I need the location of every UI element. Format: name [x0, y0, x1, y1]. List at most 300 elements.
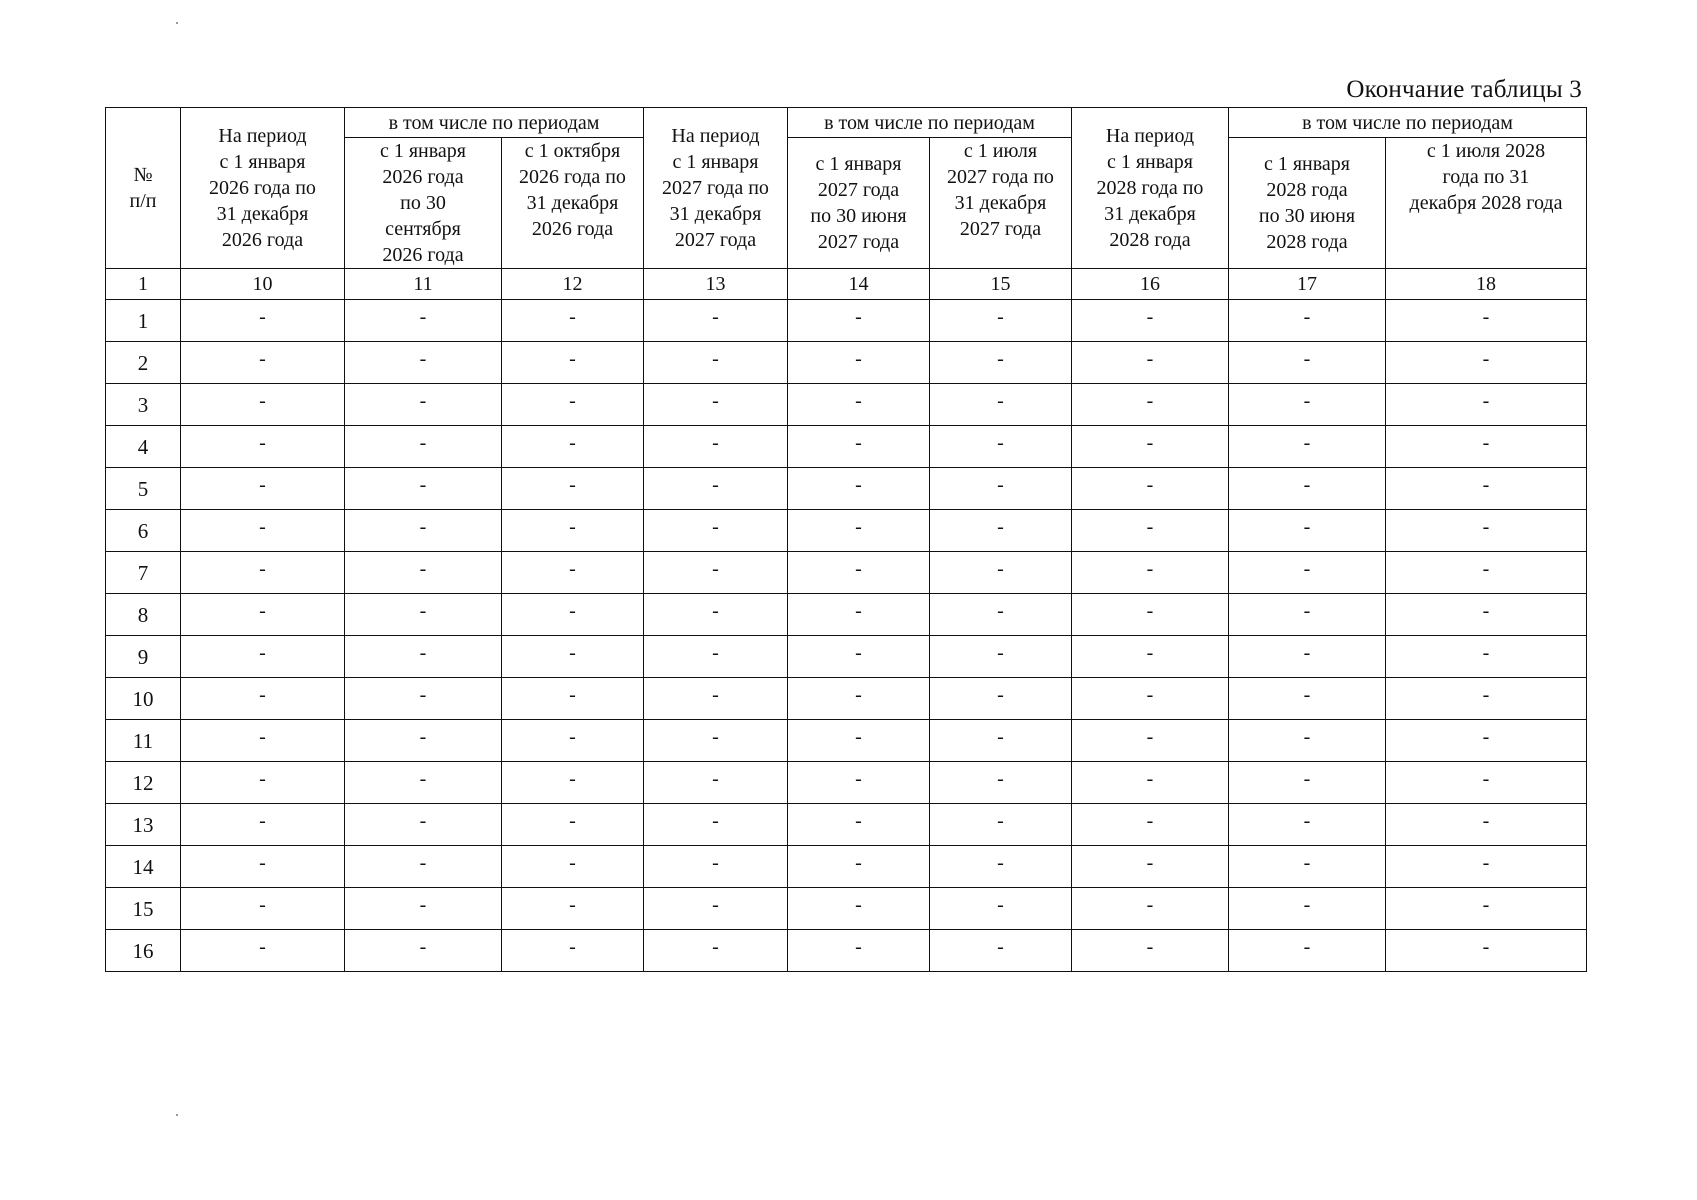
value-cell	[345, 762, 502, 804]
cell-value: -	[1146, 516, 1154, 538]
cell-value: -	[1146, 600, 1154, 622]
cell-value: -	[419, 474, 427, 496]
cell-value: -	[855, 558, 862, 580]
value-cell	[181, 510, 345, 552]
table-row	[106, 762, 1587, 804]
cell-value: -	[1303, 936, 1311, 958]
cell-value: -	[855, 642, 862, 664]
value-cell	[1229, 888, 1386, 930]
row-number-cell: 13	[106, 804, 181, 846]
value-cell	[644, 930, 788, 972]
header-period-2026: На период с 1 января 2026 года по 31 декабря 2026 года	[181, 108, 345, 269]
cell-value: -	[712, 432, 719, 454]
row-number-cell: 8	[106, 594, 181, 636]
value-cell	[345, 888, 502, 930]
table-row	[106, 636, 1587, 678]
value-cell	[788, 594, 930, 636]
cell-value: -	[259, 684, 266, 706]
value-cell	[1229, 804, 1386, 846]
cell-value: -	[712, 684, 719, 706]
cell-value: -	[1482, 726, 1490, 748]
scan-speck	[176, 1114, 178, 1116]
cell-value: -	[855, 306, 862, 328]
cell-value: -	[259, 810, 266, 832]
value-cell	[1229, 636, 1386, 678]
cell-value: -	[712, 936, 719, 958]
value-cell	[1386, 846, 1587, 888]
cell-value: -	[259, 852, 266, 874]
cell-value: -	[712, 348, 719, 370]
cell-value: -	[419, 894, 427, 916]
cell-value: -	[1482, 642, 1490, 664]
cell-value: -	[569, 894, 576, 916]
header-2026-oct-dec: с 1 октября 2026 года по 31 декабря 2026 года	[502, 138, 644, 269]
table-row	[106, 342, 1587, 384]
cell-value: -	[569, 642, 576, 664]
value-cell	[181, 300, 345, 342]
cell-value: -	[1482, 558, 1490, 580]
cell-value: -	[1146, 390, 1154, 412]
value-cell	[1229, 720, 1386, 762]
column-number: 18	[1386, 269, 1587, 300]
value-cell	[788, 930, 930, 972]
value-cell	[644, 888, 788, 930]
value-cell	[788, 468, 930, 510]
cell-value: -	[259, 894, 266, 916]
table-row	[106, 678, 1587, 720]
value-cell	[930, 384, 1072, 426]
value-cell	[502, 720, 644, 762]
value-cell	[345, 342, 502, 384]
row-number-cell: 1	[106, 300, 181, 342]
value-cell	[644, 300, 788, 342]
value-cell	[644, 636, 788, 678]
value-cell	[644, 426, 788, 468]
value-cell	[930, 300, 1072, 342]
cell-value: -	[419, 810, 427, 832]
cell-value: -	[569, 432, 576, 454]
table-body	[106, 300, 1587, 972]
column-number: 14	[788, 269, 930, 300]
value-cell	[930, 846, 1072, 888]
cell-value: -	[997, 684, 1004, 706]
cell-value: -	[855, 600, 862, 622]
cell-value: -	[259, 726, 266, 748]
cell-value: -	[1482, 852, 1490, 874]
row-number-cell: 11	[106, 720, 181, 762]
value-cell	[930, 804, 1072, 846]
table-row	[106, 720, 1587, 762]
cell-value: -	[1303, 432, 1311, 454]
value-cell	[930, 678, 1072, 720]
cell-value: -	[712, 894, 719, 916]
value-cell	[181, 930, 345, 972]
value-cell	[181, 636, 345, 678]
cell-value: -	[259, 936, 266, 958]
cell-value: -	[419, 684, 427, 706]
value-cell	[788, 342, 930, 384]
cell-value: -	[712, 306, 719, 328]
cell-value: -	[1482, 936, 1490, 958]
value-cell	[1072, 888, 1229, 930]
value-cell	[930, 468, 1072, 510]
cell-value: -	[855, 474, 862, 496]
value-cell	[644, 342, 788, 384]
value-cell	[788, 552, 930, 594]
value-cell	[1386, 636, 1587, 678]
value-cell	[1229, 426, 1386, 468]
periods-table	[105, 107, 1587, 972]
cell-value: -	[855, 348, 862, 370]
cell-value: -	[1303, 306, 1311, 328]
cell-value: -	[855, 768, 862, 790]
value-cell	[1229, 930, 1386, 972]
value-cell	[1072, 342, 1229, 384]
column-number: 10	[181, 269, 345, 300]
cell-value: -	[1482, 894, 1490, 916]
cell-value: -	[1482, 810, 1490, 832]
value-cell	[930, 342, 1072, 384]
value-cell	[502, 930, 644, 972]
column-number: 17	[1229, 269, 1386, 300]
cell-value: -	[419, 348, 427, 370]
value-cell	[644, 678, 788, 720]
cell-value: -	[419, 558, 427, 580]
row-number-cell: 14	[106, 846, 181, 888]
value-cell	[1386, 510, 1587, 552]
row-number-cell: 4	[106, 426, 181, 468]
cell-value: -	[855, 726, 862, 748]
value-cell	[181, 468, 345, 510]
header-period-2027: На период с 1 января 2027 года по 31 декабря 2027 года	[644, 108, 788, 269]
cell-value: -	[712, 726, 719, 748]
cell-value: -	[259, 642, 266, 664]
table-row	[106, 804, 1587, 846]
row-number-cell: 10	[106, 678, 181, 720]
cell-value: -	[569, 474, 576, 496]
cell-value: -	[997, 810, 1004, 832]
value-cell	[1072, 930, 1229, 972]
cell-value: -	[712, 852, 719, 874]
cell-value: -	[855, 852, 862, 874]
value-cell	[345, 300, 502, 342]
cell-value: -	[259, 558, 266, 580]
cell-value: -	[712, 558, 719, 580]
cell-value: -	[1146, 852, 1154, 874]
value-cell	[788, 426, 930, 468]
value-cell	[1072, 720, 1229, 762]
value-cell	[345, 510, 502, 552]
value-cell	[1072, 804, 1229, 846]
cell-value: -	[855, 810, 862, 832]
cell-value: -	[569, 558, 576, 580]
cell-value: -	[855, 936, 862, 958]
value-cell	[345, 930, 502, 972]
column-number: 16	[1072, 269, 1229, 300]
cell-value: -	[569, 306, 576, 328]
cell-value: -	[1146, 306, 1154, 328]
table-continuation-caption: Окончание таблицы 3	[1346, 76, 1582, 103]
value-cell	[181, 720, 345, 762]
cell-value: -	[1482, 516, 1490, 538]
cell-value: -	[569, 726, 576, 748]
value-cell	[502, 804, 644, 846]
cell-value: -	[419, 726, 427, 748]
value-cell	[345, 552, 502, 594]
value-cell	[644, 720, 788, 762]
value-cell	[644, 846, 788, 888]
row-number-cell: 16	[106, 930, 181, 972]
cell-value: -	[1482, 390, 1490, 412]
value-cell	[502, 762, 644, 804]
value-cell	[181, 678, 345, 720]
cell-value: -	[997, 558, 1004, 580]
header-2028-jul-dec: с 1 июля 2028 года по 31 декабря 2028 года	[1386, 138, 1587, 269]
cell-value: -	[712, 642, 719, 664]
cell-value: -	[259, 516, 266, 538]
cell-value: -	[1303, 768, 1311, 790]
value-cell	[1386, 552, 1587, 594]
value-cell	[788, 636, 930, 678]
cell-value: -	[1146, 726, 1154, 748]
value-cell	[1386, 300, 1587, 342]
value-cell	[930, 594, 1072, 636]
cell-value: -	[569, 600, 576, 622]
cell-value: -	[855, 894, 862, 916]
value-cell	[181, 594, 345, 636]
value-cell	[788, 846, 930, 888]
value-cell	[1386, 594, 1587, 636]
value-cell	[1072, 846, 1229, 888]
cell-value: -	[1146, 684, 1154, 706]
value-cell	[788, 804, 930, 846]
header-period-2028: На период с 1 января 2028 года по 31 декабря 2028 года	[1072, 108, 1229, 269]
value-cell	[1386, 720, 1587, 762]
cell-value: -	[1303, 684, 1311, 706]
column-number-row	[106, 269, 1587, 300]
cell-value: -	[855, 432, 862, 454]
value-cell	[1229, 342, 1386, 384]
value-cell	[1386, 930, 1587, 972]
value-cell	[345, 636, 502, 678]
value-cell	[502, 636, 644, 678]
value-cell	[1072, 468, 1229, 510]
value-cell	[788, 762, 930, 804]
cell-value: -	[1146, 558, 1154, 580]
cell-value: -	[997, 642, 1004, 664]
row-number-cell: 9	[106, 636, 181, 678]
value-cell	[1229, 594, 1386, 636]
row-number-cell: 5	[106, 468, 181, 510]
value-cell	[1386, 888, 1587, 930]
value-cell	[788, 720, 930, 762]
header-2027-jul-dec: с 1 июля 2027 года по 31 декабря 2027 года	[930, 138, 1072, 269]
value-cell	[345, 846, 502, 888]
cell-value: -	[1303, 600, 1311, 622]
value-cell	[930, 552, 1072, 594]
cell-value: -	[1303, 810, 1311, 832]
scan-speck	[176, 22, 178, 24]
cell-value: -	[1482, 600, 1490, 622]
value-cell	[345, 426, 502, 468]
value-cell	[181, 888, 345, 930]
table-row	[106, 888, 1587, 930]
cell-value: -	[997, 390, 1004, 412]
cell-value: -	[569, 936, 576, 958]
column-number: 11	[345, 269, 502, 300]
cell-value: -	[997, 432, 1004, 454]
cell-value: -	[259, 432, 266, 454]
cell-value: -	[259, 768, 266, 790]
value-cell	[930, 636, 1072, 678]
value-cell	[930, 426, 1072, 468]
table-row	[106, 930, 1587, 972]
cell-value: -	[1146, 348, 1154, 370]
cell-value: -	[569, 390, 576, 412]
value-cell	[1072, 762, 1229, 804]
cell-value: -	[1303, 852, 1311, 874]
cell-value: -	[569, 810, 576, 832]
value-cell	[345, 720, 502, 762]
value-cell	[644, 762, 788, 804]
cell-value: -	[419, 852, 427, 874]
cell-value: -	[1303, 516, 1311, 538]
value-cell	[181, 804, 345, 846]
value-cell	[788, 678, 930, 720]
cell-value: -	[712, 810, 719, 832]
value-cell	[502, 552, 644, 594]
value-cell	[644, 804, 788, 846]
cell-value: -	[712, 600, 719, 622]
value-cell	[644, 594, 788, 636]
cell-value: -	[259, 474, 266, 496]
value-cell	[1229, 384, 1386, 426]
value-cell	[502, 384, 644, 426]
value-cell	[181, 384, 345, 426]
cell-value: -	[1146, 432, 1154, 454]
header-group-2028: в том числе по периодам	[1229, 108, 1587, 138]
row-number-cell: 6	[106, 510, 181, 552]
cell-value: -	[997, 936, 1004, 958]
table-row	[106, 468, 1587, 510]
value-cell	[788, 888, 930, 930]
column-number: 12	[502, 269, 644, 300]
cell-value: -	[1303, 348, 1311, 370]
value-cell	[644, 468, 788, 510]
value-cell	[181, 426, 345, 468]
value-cell	[644, 510, 788, 552]
cell-value: -	[1482, 474, 1490, 496]
row-number-cell: 3	[106, 384, 181, 426]
value-cell	[345, 594, 502, 636]
value-cell	[345, 678, 502, 720]
cell-value: -	[569, 852, 576, 874]
value-cell	[1229, 678, 1386, 720]
value-cell	[1386, 426, 1587, 468]
header-group-2027: в том числе по периодам	[788, 108, 1072, 138]
cell-value: -	[1146, 474, 1154, 496]
cell-value: -	[569, 768, 576, 790]
value-cell	[1229, 468, 1386, 510]
table-row	[106, 846, 1587, 888]
cell-value: -	[855, 516, 862, 538]
value-cell	[1386, 804, 1587, 846]
cell-value: -	[855, 684, 862, 706]
value-cell	[345, 468, 502, 510]
cell-value: -	[419, 936, 427, 958]
cell-value: -	[997, 474, 1004, 496]
value-cell	[1229, 300, 1386, 342]
value-cell	[502, 300, 644, 342]
cell-value: -	[1303, 894, 1311, 916]
cell-value: -	[569, 684, 576, 706]
cell-value: -	[712, 768, 719, 790]
value-cell	[1072, 636, 1229, 678]
cell-value: -	[997, 348, 1004, 370]
cell-value: -	[1146, 894, 1154, 916]
value-cell	[930, 762, 1072, 804]
value-cell	[930, 510, 1072, 552]
cell-value: -	[259, 390, 266, 412]
cell-value: -	[1482, 306, 1490, 328]
value-cell	[1229, 846, 1386, 888]
cell-value: -	[1146, 768, 1154, 790]
cell-value: -	[1303, 642, 1311, 664]
value-cell	[788, 510, 930, 552]
value-cell	[1072, 300, 1229, 342]
value-cell	[1072, 594, 1229, 636]
value-cell	[502, 678, 644, 720]
value-cell	[502, 342, 644, 384]
cell-value: -	[419, 432, 427, 454]
value-cell	[345, 804, 502, 846]
cell-value: -	[259, 600, 266, 622]
cell-value: -	[997, 516, 1004, 538]
cell-value: -	[1303, 726, 1311, 748]
column-number: 13	[644, 269, 788, 300]
cell-value: -	[1482, 432, 1490, 454]
value-cell	[502, 468, 644, 510]
cell-value: -	[997, 768, 1004, 790]
value-cell	[502, 510, 644, 552]
value-cell	[644, 384, 788, 426]
value-cell	[1229, 552, 1386, 594]
value-cell	[1386, 384, 1587, 426]
value-cell	[930, 888, 1072, 930]
header-group-2026: в том числе по периодам	[345, 108, 644, 138]
cell-value: -	[712, 516, 719, 538]
row-number-cell: 2	[106, 342, 181, 384]
value-cell	[1072, 552, 1229, 594]
cell-value: -	[1482, 348, 1490, 370]
value-cell	[644, 552, 788, 594]
cell-value: -	[1146, 936, 1154, 958]
cell-value: -	[419, 600, 427, 622]
cell-value: -	[1303, 390, 1311, 412]
row-number-cell: 7	[106, 552, 181, 594]
cell-value: -	[1303, 558, 1311, 580]
cell-value: -	[997, 852, 1004, 874]
value-cell	[181, 846, 345, 888]
value-cell	[181, 552, 345, 594]
cell-value: -	[569, 348, 576, 370]
header-row-number: № п/п	[106, 108, 181, 269]
value-cell	[502, 426, 644, 468]
cell-value: -	[1146, 810, 1154, 832]
value-cell	[1072, 384, 1229, 426]
value-cell	[502, 888, 644, 930]
cell-value: -	[855, 390, 862, 412]
